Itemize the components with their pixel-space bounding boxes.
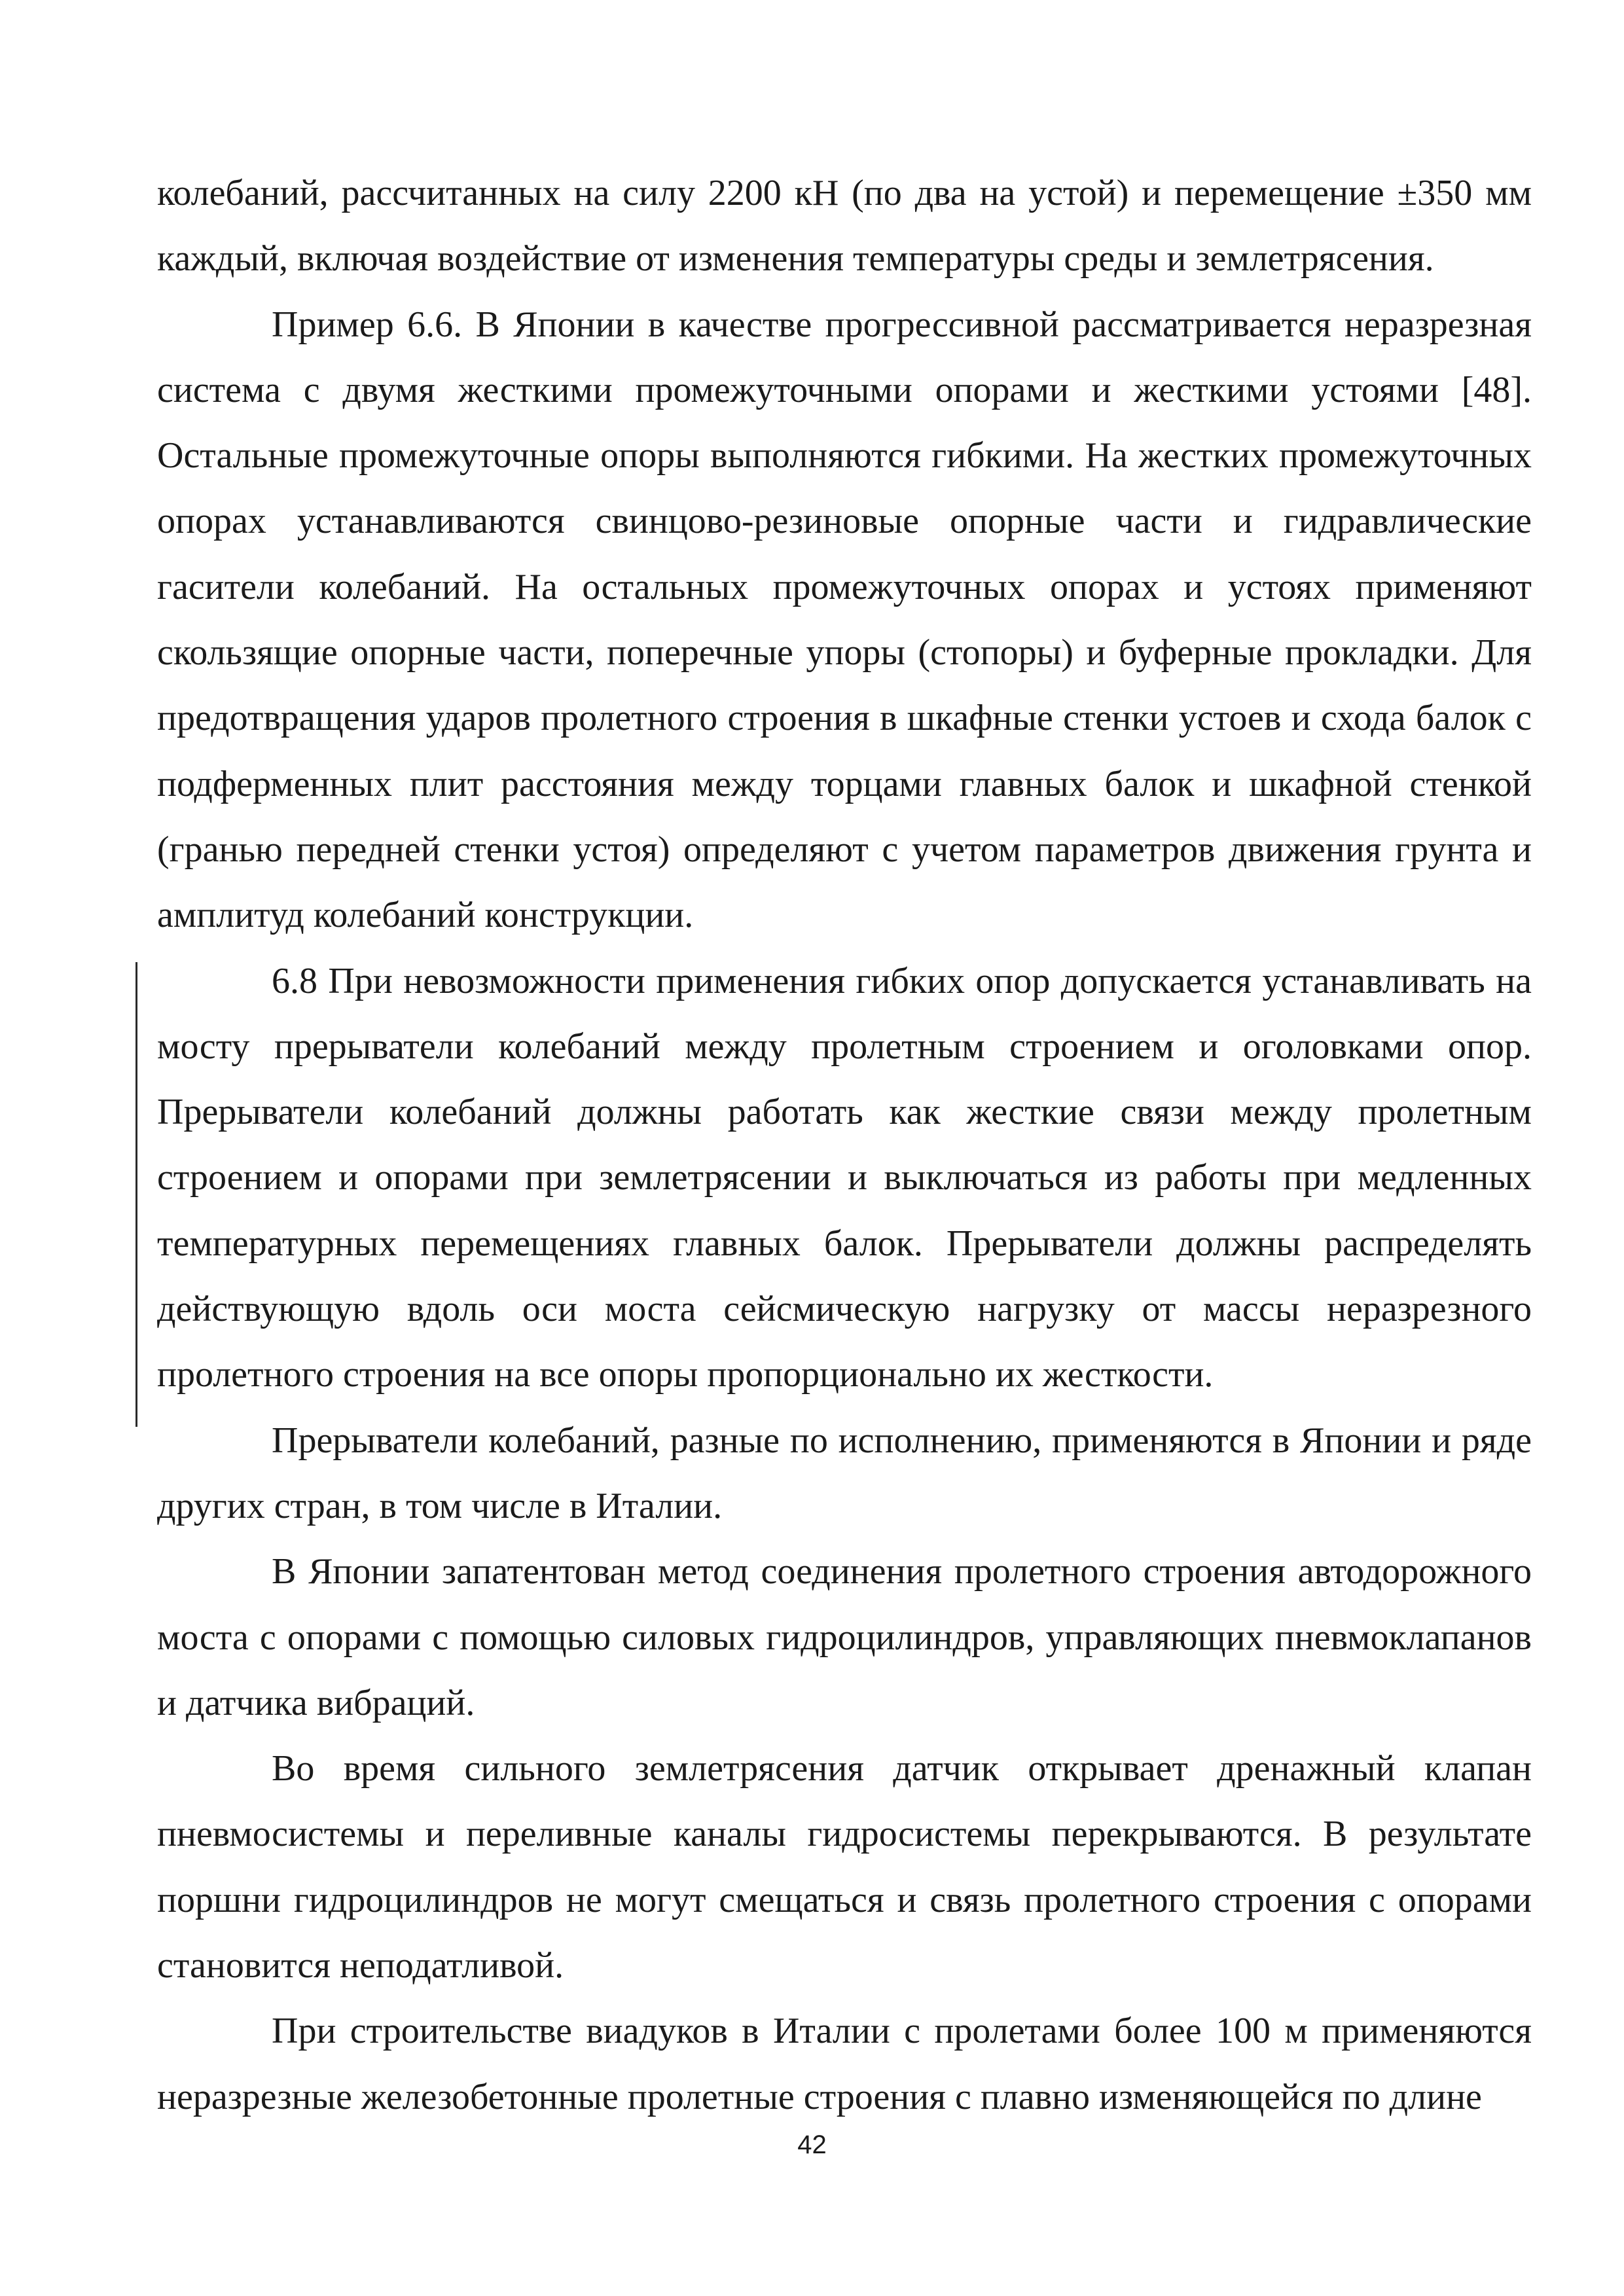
paragraph-japan-patent: В Японии запатентован метод соединения пролетного строения автодорожного моста с опорами с помощью силовых гидроцилиндров, управляющих пневмоклапанов и датчика вибраций. [157,1551,1532,1723]
paragraph-vibration-interrupters: Прерыватели колебаний, разные по исполнению, применяются в Японии и ряде других стран, в том числе в Италии. [157,1420,1532,1526]
paragraph-clause-6-8: 6.8 При невозможности применения гибких опор допускается устанавливать на мосту прерыватели колебаний между пролетным строением и оголовками опор. Прерыватели колебаний должны работать как жесткие связи между пролетным строением и опорами при землетрясении и выключаться из работы при медленных температурных перемещениях главных балок. Прерыватели должны распределять действующую вдоль оси моста сейсмическую нагрузку от массы неразрезного пролетного строения на все опоры пропорционально их жесткости. [157,960,1532,1395]
paragraph-example-6-6: Пример 6.6. В Японии в качестве прогрессивной рассматривается неразрезная система с двумя жесткими промежуточными опорами и жесткими устоями [48]. Остальные промежуточные опоры выполняются гибкими. На жестких промежуточных опорах устанавливаются свинцово-резиновые опорные части и гидравлические гасители колебаний. На остальных промежуточных опорах и устоях применяют скользящие опорные части, поперечные упоры (стопоры) и буферные прокладки. Для предотвращения ударов пролетного строения в шкафные стенки устоев и схода балок с подферменных плит расстояния между торцами главных балок и шкафной стенкой (гранью передней стенки устоя) определяют с учетом параметров движения грунта и амплитуд колебаний конструкции. [157,304,1532,936]
page-number: 42 [797,2130,827,2159]
revision-marker [135,962,137,1427]
body-text [157,160,1532,2130]
paragraph-continuation: колебаний, рассчитанных на силу 2200 кН (по два на устой) и перемещение ±350 мм каждый, включая воздействие от изменения температуры среды и землетрясения. [157,173,1532,279]
paragraph-italy-viaducts: При строительстве виадуков в Италии с пролетами более 100 м применяются неразрезные железобетонные пролетные строения с плавно изменяющейся по длине [157,2011,1532,2117]
paragraph-earthquake-sensor: Во время сильного землетрясения датчик открывает дренажный клапан пневмосистемы и переливные каналы гидросистемы перекрываются. В результате поршни гидроцилиндров не могут смещаться и связь пролетного строения с опорами становится неподатливой. [157,1748,1532,1986]
